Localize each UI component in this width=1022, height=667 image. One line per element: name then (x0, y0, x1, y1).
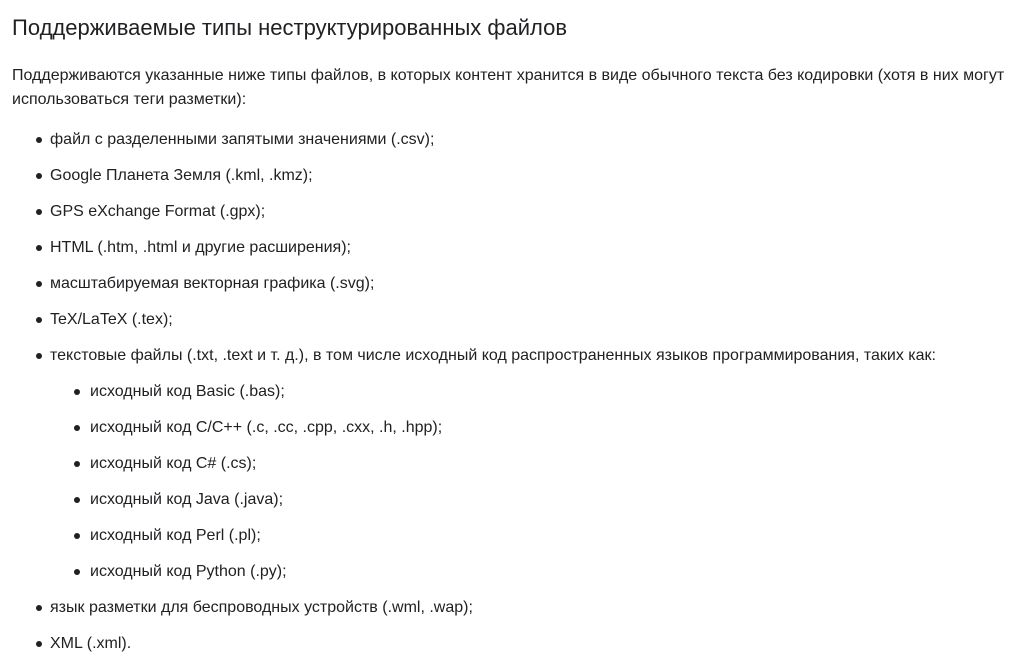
bullet-icon (36, 353, 42, 359)
bullet-icon (36, 209, 42, 215)
sublist-item-perl (50, 518, 1010, 554)
intro-paragraph: Поддерживаются указанные ниже типы файлов, в которых контент хранится в виде обычного текста без кодировки (хотя в них могут использоваться теги разметки): (12, 67, 1005, 108)
list-item-text: TeX/LaTeX (.tex); (50, 311, 173, 328)
list-item-text: файл с разделенными запятыми значениями (.csv); (50, 131, 435, 148)
list-item-text: Google Планета Земля (.kml, .kmz); (50, 167, 313, 184)
bullet-icon (36, 173, 42, 179)
list-item-text: HTML (.htm, .html и другие расширения); (50, 239, 351, 256)
list-item-kml (12, 158, 1010, 194)
sublist-item-text: исходный код C# (.cs); (90, 455, 257, 472)
bullet-icon (74, 389, 80, 395)
bullet-icon (74, 461, 80, 467)
bullet-icon (74, 425, 80, 431)
sublist-item-text: исходный код C/C++ (.c, .cc, .cpp, .cxx, .h, .hpp); (90, 419, 443, 436)
bullet-icon (36, 317, 42, 323)
list-item-svg (12, 266, 1010, 302)
list-item-text: XML (.xml). (50, 635, 132, 652)
list-item-text: масштабируемая векторная графика (.svg); (50, 275, 375, 292)
bullet-icon (74, 569, 80, 575)
bullet-icon (74, 497, 80, 503)
file-types-list (12, 122, 1010, 662)
list-item-wml (12, 590, 1010, 626)
sublist-item-cpp (50, 410, 1010, 446)
sublist-item-text: исходный код Basic (.bas); (90, 383, 285, 400)
list-item-xml (12, 626, 1010, 662)
sublist-item-text: исходный код Java (.java); (90, 491, 284, 508)
bullet-icon (36, 641, 42, 647)
list-item-tex (12, 302, 1010, 338)
list-item-text: GPS eXchange Format (.gpx); (50, 203, 266, 220)
sublist-item-csharp (50, 446, 1010, 482)
sublist-item-text: исходный код Python (.py); (90, 563, 287, 580)
list-item-html (12, 230, 1010, 266)
sublist-item-python (50, 554, 1010, 590)
page-title: Поддерживаемые типы неструктурированных файлов (12, 15, 568, 40)
bullet-icon (36, 245, 42, 251)
sublist-item-java (50, 482, 1010, 518)
sublist-item-text: исходный код Perl (.pl); (90, 527, 261, 544)
list-item-text: язык разметки для беспроводных устройств (.wml, .wap); (50, 599, 473, 616)
bullet-icon (36, 137, 42, 143)
list-item-text: текстовые файлы (.txt, .text и т. д.), в том числе исходный код распространенных языков программирования, таких как: (50, 347, 936, 364)
bullet-icon (36, 605, 42, 611)
sublist-item-basic (50, 374, 1010, 410)
source-code-sublist (50, 374, 1010, 590)
bullet-icon (74, 533, 80, 539)
list-item-csv (12, 122, 1010, 158)
list-item-text-files (12, 338, 1010, 590)
bullet-icon (36, 281, 42, 287)
list-item-gpx (12, 194, 1010, 230)
